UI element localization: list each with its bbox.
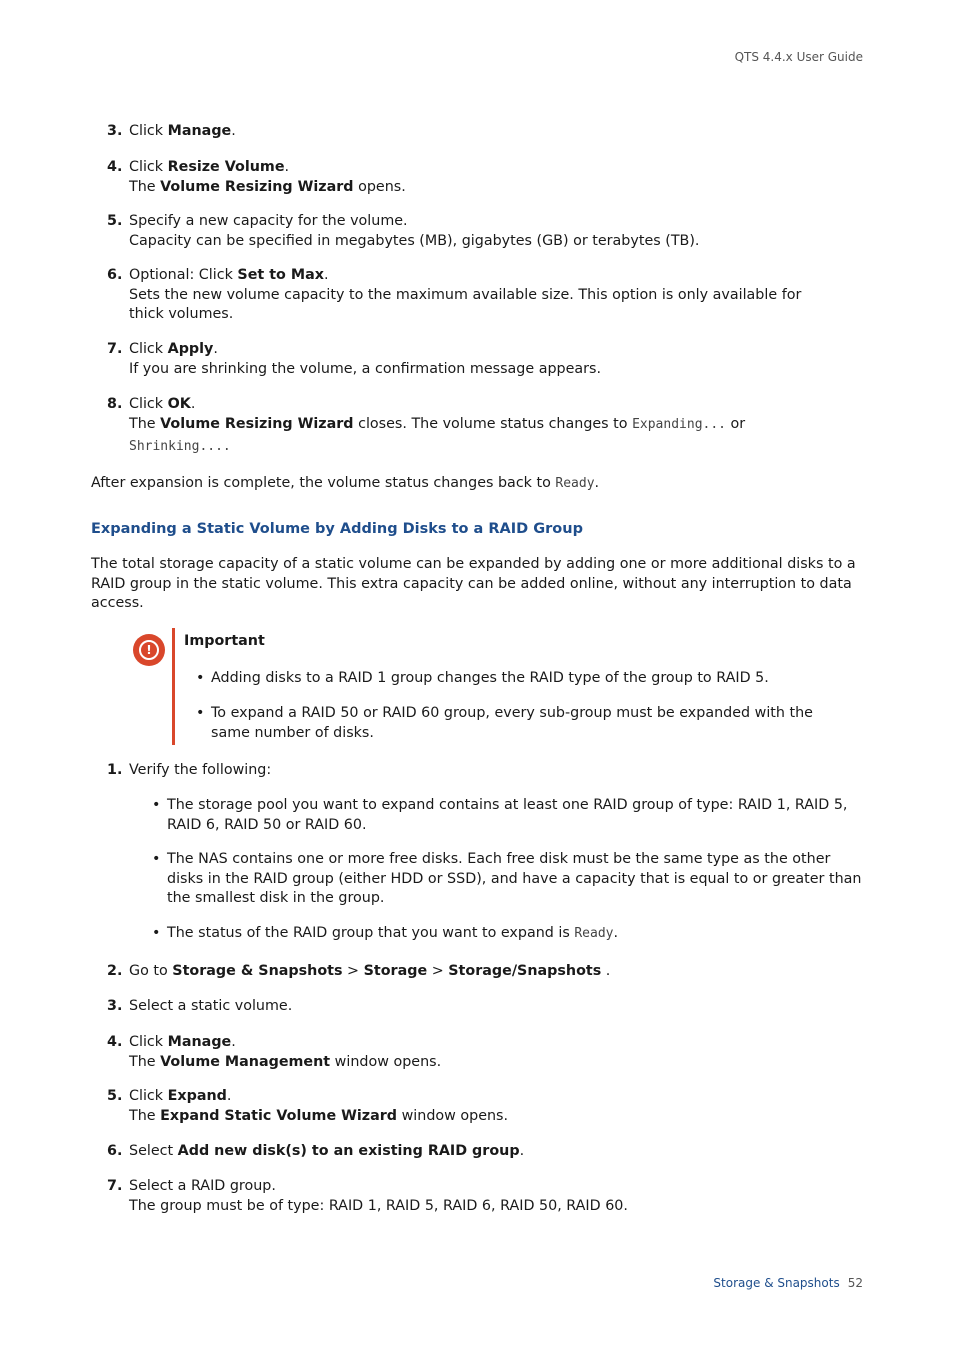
page-footer xyxy=(713,1276,863,1290)
footer-section: Storage & Snapshots xyxy=(713,1276,840,1290)
step-number: 3. xyxy=(107,998,123,1014)
step-number: 8. xyxy=(107,396,123,412)
bullet-text: Adding disks to a RAID 1 group changes the RAID type of the group to RAID 5. xyxy=(211,670,769,686)
step-text: or xyxy=(726,415,746,432)
step-5-click-expand xyxy=(91,1087,861,1126)
breadcrumb xyxy=(129,962,861,982)
step-text: Verify the following: xyxy=(129,762,272,778)
step-bold: Volume Management xyxy=(160,1053,331,1070)
step-bold: Add new disk(s) to an existing RAID group xyxy=(177,1143,520,1159)
step-text: Sets the new volume capacity to the maximum available size. This option is only available for thick volumes. xyxy=(129,286,802,322)
step-number: 4. xyxy=(107,1034,123,1050)
bullet-dot: • xyxy=(152,851,161,867)
step-text: The xyxy=(129,178,161,195)
step-8-ok xyxy=(91,395,861,457)
step-bold: Volume Resizing Wizard xyxy=(160,178,354,195)
step-bold: Volume Resizing Wizard xyxy=(160,415,354,432)
bullet-text: . xyxy=(613,925,619,941)
bullet-dot: • xyxy=(196,705,205,721)
section-heading: Expanding a Static Volume by Adding Disks to a RAID Group xyxy=(91,521,583,537)
step-bold: Storage & Snapshots xyxy=(172,963,343,979)
step-text: > xyxy=(427,963,449,979)
step-text: Click xyxy=(129,341,168,357)
bullet-dot: • xyxy=(196,670,205,686)
verify-bullet xyxy=(152,850,864,909)
status-code: Ready xyxy=(574,926,614,941)
step-text: . xyxy=(213,341,218,357)
bullet-text: The NAS contains one or more free disks. Each free disk must be the same type as the other disks in the RAID group (either HDD or SSD), and have a capacity that is equal to or greater than the smallest disk in the group. xyxy=(167,851,862,906)
step-text: Click xyxy=(129,1034,168,1050)
step-text: If you are shrinking the volume, a confirmation message appears. xyxy=(129,360,602,377)
step-text: Click xyxy=(129,396,168,412)
status-code: Shrinking.... xyxy=(129,439,231,454)
step-text: The xyxy=(129,1107,161,1124)
callout-title: Important xyxy=(184,633,265,649)
step-text: Select xyxy=(129,1143,178,1159)
bullet-text: To expand a RAID 50 or RAID 60 group, every sub-group must be expanded with the same number of disks. xyxy=(211,705,813,741)
step-5-specify-capacity xyxy=(91,212,861,251)
step-bold: Expand xyxy=(167,1088,227,1104)
step-number: 3. xyxy=(107,123,123,139)
verify-bullet xyxy=(152,924,862,944)
step-text: Click xyxy=(129,123,168,139)
step-text: Specify a new capacity for the volume. xyxy=(129,213,408,229)
step-7-apply xyxy=(91,340,861,379)
step-6-set-to-max xyxy=(91,266,861,325)
callout-bullet xyxy=(196,704,836,743)
step-bold: OK xyxy=(167,396,191,412)
bullet-dot: • xyxy=(152,797,161,813)
step-text: Capacity can be specified in megabytes (MB), gigabytes (GB) or terabytes (TB). xyxy=(129,232,700,249)
callout-bullet xyxy=(196,669,836,689)
step-bold: Storage xyxy=(363,963,428,979)
important-callout xyxy=(131,628,851,745)
step-number: 6. xyxy=(107,267,123,283)
step-text: Optional: Click xyxy=(129,267,238,283)
step-bold: Expand Static Volume Wizard xyxy=(160,1107,398,1124)
step-text: Select a static volume. xyxy=(129,998,293,1014)
step-text: . xyxy=(190,396,196,412)
step-text: opens. xyxy=(353,178,406,195)
step-number: 4. xyxy=(107,159,123,175)
after-expansion-paragraph xyxy=(91,474,861,494)
step-number: 2. xyxy=(107,963,123,979)
step-bold: Resize Volume xyxy=(167,159,285,175)
step-text: . xyxy=(323,267,329,283)
step-bold: Apply xyxy=(167,341,214,357)
step-number: 6. xyxy=(107,1143,123,1159)
bullet-text: The status of the RAID group that you want to expand is xyxy=(167,925,575,941)
step-text: . xyxy=(284,159,290,175)
step-text: . xyxy=(226,1088,232,1104)
step-number: 5. xyxy=(107,213,123,229)
step-2-go-to xyxy=(91,962,861,982)
step-text: The xyxy=(129,1053,161,1070)
step-text: closes. The volume status changes to xyxy=(353,415,633,432)
step-text: The xyxy=(129,415,161,432)
step-number: 5. xyxy=(107,1088,123,1104)
step-3-select-volume xyxy=(91,997,861,1017)
step-number: 7. xyxy=(107,341,123,357)
para-text: After expansion is complete, the volume status changes back to xyxy=(91,475,556,491)
step-text: . xyxy=(231,1034,236,1050)
step-6-select-add-disks xyxy=(91,1142,861,1162)
page-number: 52 xyxy=(847,1276,863,1290)
step-text: Click xyxy=(129,159,168,175)
step-text: . xyxy=(519,1143,525,1159)
intro-paragraph: The total storage capacity of a static volume can be expanded by adding one or more additional disks to a RAID group in the static volume. This extra capacity can be added online, without any interruption to data access. xyxy=(91,556,856,611)
step-text: Go to xyxy=(129,963,173,979)
step-1-verify xyxy=(91,761,861,781)
step-text: . xyxy=(231,123,236,139)
bullet-dot: • xyxy=(152,925,161,941)
step-text: . xyxy=(601,963,611,979)
step-4-click-manage xyxy=(91,1033,861,1072)
step-bold: Manage xyxy=(167,123,232,139)
running-header: QTS 4.4.x User Guide xyxy=(734,50,863,64)
step-3-click-manage xyxy=(91,122,861,142)
status-code: Expanding... xyxy=(632,416,726,432)
step-7-select-raid-group xyxy=(91,1177,861,1216)
step-bold: Manage xyxy=(167,1034,232,1050)
step-text: The group must be of type: RAID 1, RAID 5, RAID 6, RAID 50, RAID 60. xyxy=(129,1197,628,1214)
step-bold: Set to Max xyxy=(237,267,324,283)
para-text: . xyxy=(594,475,600,491)
step-text: Click xyxy=(129,1088,168,1104)
step-text: window opens. xyxy=(330,1053,442,1070)
exclamation-icon: ! xyxy=(133,634,165,666)
step-number: 1. xyxy=(107,762,123,778)
step-bold: Storage/Snapshots xyxy=(448,963,602,979)
step-text: > xyxy=(342,963,364,979)
step-number: 7. xyxy=(107,1178,123,1194)
status-code: Ready xyxy=(555,476,595,491)
step-4-resize-volume xyxy=(91,158,861,197)
step-text: window opens. xyxy=(397,1107,509,1124)
bullet-text: The storage pool you want to expand contains at least one RAID group of type: RAID 1, RAID 5, RAID 6, RAID 50 or RAID 60. xyxy=(167,797,848,833)
callout-bar xyxy=(172,628,175,745)
step-text: Select a RAID group. xyxy=(129,1178,276,1194)
verify-bullet xyxy=(152,796,862,835)
